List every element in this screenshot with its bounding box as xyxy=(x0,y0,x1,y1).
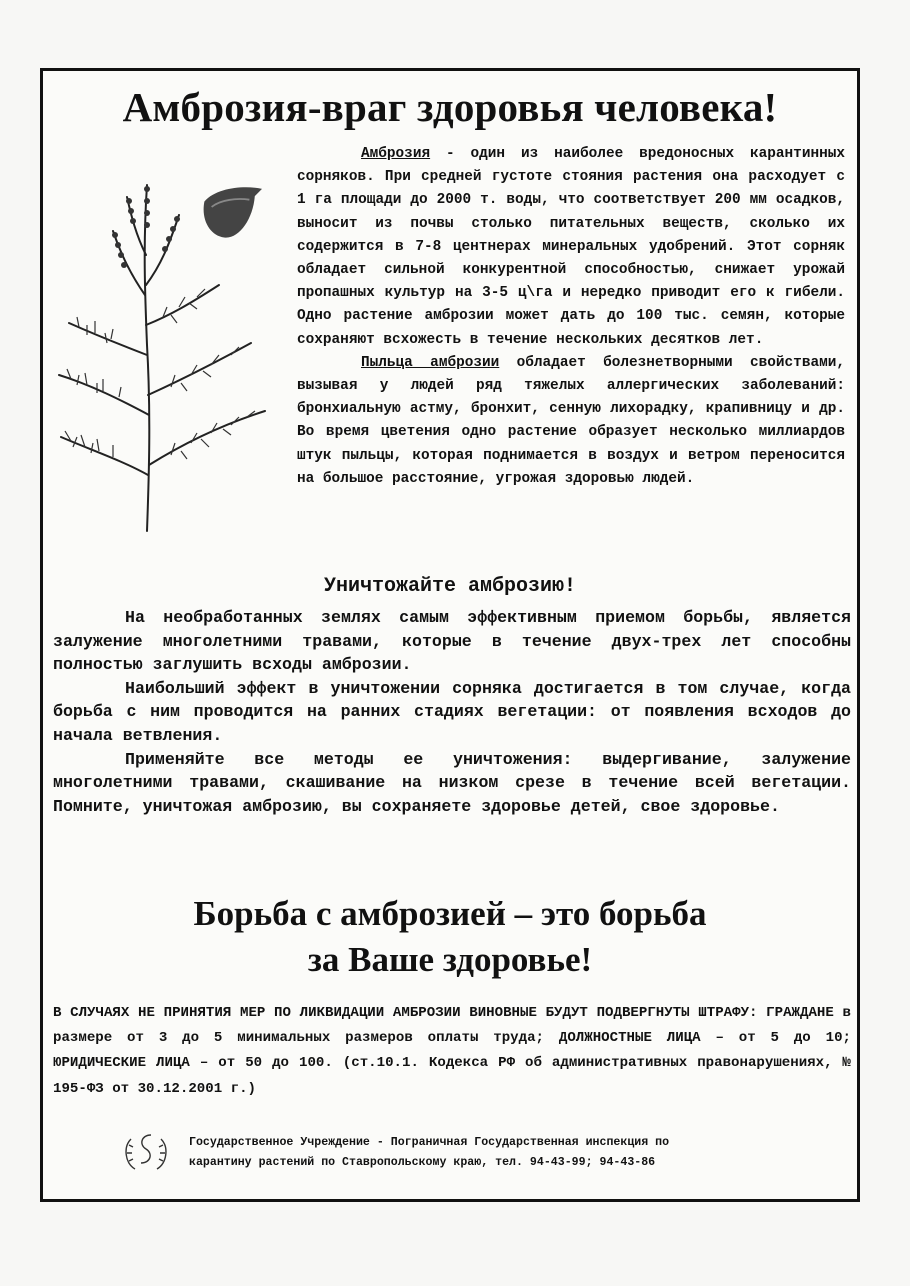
intro-paragraph-2 xyxy=(297,352,845,491)
body-paragraph-1: На необработанных землях самым эффективным приемом борьбы, является залужение многолетними травами, которые в течение двух-трех лет способны полностью заглушить всходы амброзии. xyxy=(53,608,851,675)
quarantine-logo-icon xyxy=(121,1129,171,1175)
slogan-line-1: Борьба с амброзией – это борьба xyxy=(193,894,707,933)
body-paragraph-2: Наибольший эффект в уничтожении сорняка достигается в том случае, когда борьба с ним проводится на ранних стадиях вегетации: от появления всходов до начала ветвления. xyxy=(53,678,851,745)
body-paragraph-3: Применяйте все методы ее уничтожения: выдергивание, залужение многолетними травами, скашивание на низком срезе в течение всей вегетации. Помните, уничтожая амброзию, вы сохраняете здоровье детей, свое здоровье. xyxy=(53,749,851,816)
footer-credits xyxy=(189,1133,819,1173)
fine-print-text: В СЛУЧАЯХ НЕ ПРИНЯТИЯ МЕР ПО ЛИКВИДАЦИИ АМБРОЗИИ ВИНОВНЫЕ БУДУТ ПОДВЕРГНУТЫ ШТРАФУ: ГРАЖДАНЕ в размере от 3 до 5 минимальных размеров оплаты труда; ДОЛЖНОСТНЫЕ ЛИЦА – от 5 до 10; ЮРИДИЧЕСКИЕ ЛИЦА – от 50 до 100. (ст.10.1. Кодекса РФ об административных правонарушениях, № 195-ФЗ от 30.12.2001 г.) xyxy=(53,1005,851,1097)
term-ambrosia: Амброзия xyxy=(361,146,431,162)
intro-text xyxy=(297,143,845,491)
control-methods-text xyxy=(53,606,851,818)
leaflet-page xyxy=(40,68,860,1202)
footer-line-1: Государственное Учреждение - Пограничная Государственная инспекция по xyxy=(189,1136,670,1149)
section-heading: Уничтожайте амброзию! xyxy=(323,575,577,598)
seed-icon xyxy=(199,183,271,247)
slogan-line-2: за Ваше здоровье! xyxy=(307,940,593,979)
footer-line-2: карантину растений по Ставропольскому краю, тел. 94-43-99; 94-43-86 xyxy=(189,1156,656,1169)
fine-print xyxy=(53,1001,851,1102)
intro-paragraph-1 xyxy=(297,143,845,352)
page-title: Амброзия-враг здоровья человека! xyxy=(122,84,778,130)
intro-paragraph-1-text: - один из наиболее вредоносных карантинных сорняков. При средней густоте стояния растения она расходует с 1 га площади до 2000 т. воды, что соответствует 200 мм осадков, выносит из почвы столько питательных веществ, сколько их содержится в 7-8 центнерах минеральных удобрений. Этот сорняк обладает сильной конкурентной способностью, снижает урожай пропашных культур на 3-5 ц\га и нередко приводит его к гибели. Одно растение амброзии может дать до 100 тыс. семян, которые сохраняют всхожесть в течение нескольких десятков лет. xyxy=(297,146,845,348)
slogan xyxy=(43,891,857,983)
intro-paragraph-2-text: обладает болезнетворными свойствами, вызывая у людей ряд тяжелых аллергических заболеваний: бронхиальную астму, бронхит, сенную лихорадку, крапивницу и др. Во время цветения одно растение образует несколько миллиардов штук пыльцы, которая поднимается в воздух и ветром переносится на большое расстояние, угрожая здоровью людей. xyxy=(297,354,845,487)
term-pollen: Пыльца амброзии xyxy=(361,354,500,371)
